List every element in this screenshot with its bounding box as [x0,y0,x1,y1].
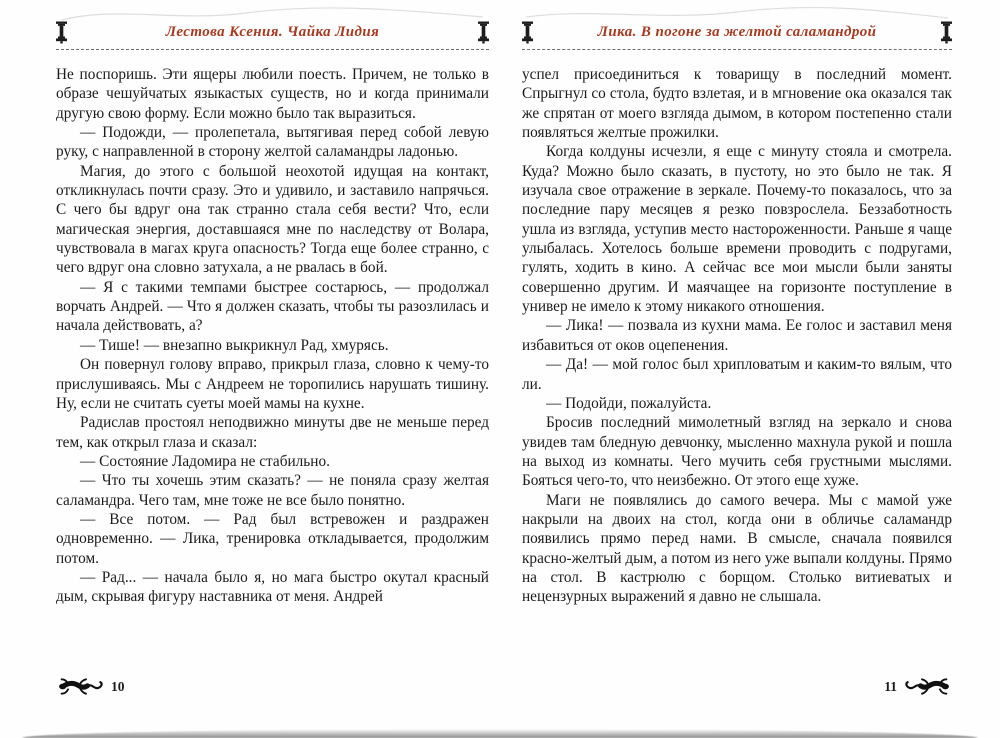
paragraph: — Я с такими темпами быстрее состарюсь, — продолжал ворчать Андрей. — Что я должен сказать, чтобы ты разозлилась и начала действовать, а? [56,278,489,335]
paragraph: Бросив последний мимолетный взгляд на зеркало и снова увидев там бледную девчонку, мысленно махнула рукой и пошла на выход из комнаты. Чего мучить себя грустными мыслями. Бояться чего-то, что неизбежно. От этого еще хуже. [522,414,952,490]
right-page-header [522,0,952,44]
salamander-icon [904,677,950,696]
paragraph: — Тише! — внезапно выкрикнул Рад, хмурясь. [80,336,389,354]
paragraph: — Все потом. — Рад был встревожен и раздражен одновременно. — Лика, тренировка откладывается, продолжим потом. [56,510,489,567]
page-number-right: 11 [884,678,897,694]
page-number-left: 10 [111,678,125,694]
right-page-text [522,65,952,667]
header-divider [56,49,489,50]
left-page-footer [58,677,125,696]
paragraph: — Подожди, — пролепетала, вытягивая перед собой левую руку, с направленной в сторону желтой саламандры ладонью. [56,124,489,161]
paragraph: — Что ты хочешь этим сказать? — не поняла сразу желтая саламандра. Чего там, мне тоже не все было понятно. [56,472,489,509]
paragraph: — Рад... — начала было я, но мага быстро окутал красный дым, скрывая фигуру наставника от меня. Андрей [56,568,489,606]
left-page-header [56,0,489,44]
header-ornament-icon [56,21,67,44]
right-page [522,0,952,738]
paragraph: — Лика! — позвала из кухни мама. Ее голос и заставил меня избавиться от оков оцепенения. [522,317,952,354]
paragraph: Не поспоришь. Эти ящеры любили поесть. Причем, не только в образе чешуйчатых языкастых существ, но и когда принимали другую свою форму. Если можно было так выразиться. [56,66,489,122]
running-title-left: Лестова Ксения. Чайка Лидия [165,24,380,40]
header-divider [522,49,952,50]
paragraph: Он повернул голову вправо, прикрыл глаза, словно к чему-то прислушиваясь. Мы с Андреем не торопились нарушать тишину. Ну, если не считать суеты моей мамы на кухне. [56,356,489,412]
salamander-icon [58,677,104,696]
left-page-text [56,65,489,667]
paragraph: успел присоединиться к товарищу в последний момент. Спрыгнул со стола, будто взлетая, и в мгновение ока оказался так же спрятан от моего взгляда дымом, в котором постепенно стали появляться желтые прожилки. [522,66,952,142]
paragraph: — Да! — мой голос был хрипловатым и каким-то вялым, что ли. [522,356,952,393]
left-page [56,0,489,738]
paragraph: Маги не появлялись до самого вечера. Мы с мамой уже накрыли на двоих на стол, когда они в обличье саламандр появились прямо перед нами. В смысле, сначала появился красно-желтый дым, а потом из него уже выпали колдуны. Прямо на стол. В кастрюлю с борщом. Столько витиеватых и нецензурных выражений я давно не слышала. [522,491,952,606]
paragraph: Радислав простоял неподвижно минуты две не меньше перед тем, как открыл глаза и сказал: [56,414,489,451]
right-page-footer [884,677,950,696]
header-ornament-icon [522,21,533,44]
running-title-right: Лика. В погоне за желтой саламандрой [597,24,877,40]
header-ornament-icon [478,21,489,44]
paragraph: — Подойди, пожалуйста. [546,394,712,412]
paragraph: Магия, до этого с большой неохотой идущая на контакт, откликнулась почти сразу. Это и удивило, и заставило напрячься. С чего бы вдруг она так странно стала себя вести? Что, если магическая энергия, доставшаяся мне по наследству от Волара, чувствовала в магах круга опасность? Тогда еще более странно, с чего вдруг она словно затухала, а не рвалась в бой. [56,162,489,277]
paragraph: — Состояние Ладомира не стабильно. [80,452,330,470]
header-ornament-icon [941,21,952,44]
paragraph: Когда колдуны исчезли, я еще с минуту стояла и смотрела. Куда? Можно было сказать, в пустоту, но это было не так. Я изучала свое отражение в зеркале. Почему-то показалось, что за последние пару месяцев я резко повзрослела. Беззаботность ушла из взгляда, уступив место настороженности. Раньше я чаще улыбалась. Хотелось больше времени проводить с подругами, гулять, ходить в кино. А сейчас все мои мысли были заняты совершенно другим. И маячащее на горизонте поступление в универ не имело к этому никакого отношения. [522,143,952,316]
